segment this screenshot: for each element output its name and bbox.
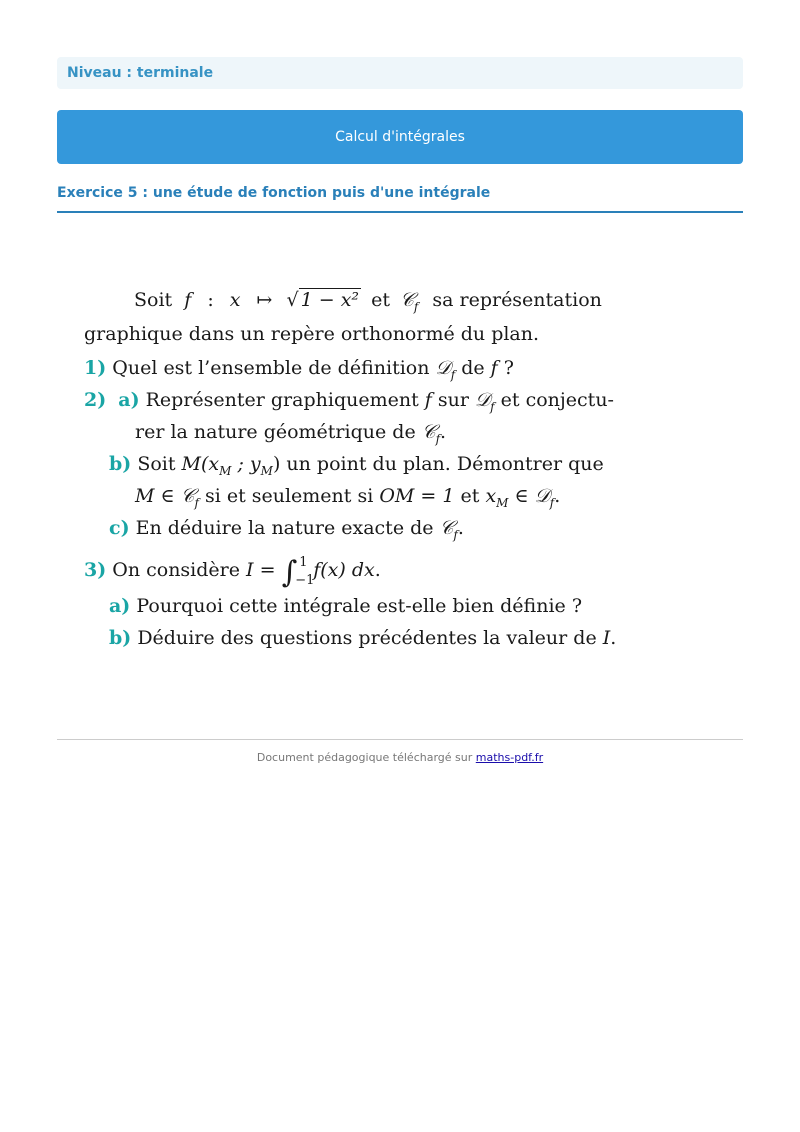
q2b-line2a: M ∈ 𝒞 [135, 485, 195, 507]
q3-integrand: f(x) dx [313, 559, 375, 581]
q3a-text: Pourquoi cette intégrale est-elle bien définie ? [136, 595, 583, 617]
q2b-in-sub: f [549, 495, 555, 510]
question-2a [84, 384, 614, 416]
question-1 [84, 352, 514, 384]
q2b-line2b: si et seulement si [204, 485, 374, 507]
title-banner [57, 110, 743, 164]
q3-upper-bound: 1 [299, 555, 308, 570]
q3-eq: = [259, 559, 276, 581]
question-3 [84, 554, 381, 590]
q2b-sep: ; y [231, 453, 261, 475]
q1-df-sub: f [450, 367, 456, 382]
q2a-text1: Représenter graphiquement [145, 389, 419, 411]
q3-I: I [246, 559, 254, 581]
q2a-end: . [440, 421, 447, 443]
page-title: Calcul d'intégrales [335, 129, 465, 145]
q1-df: 𝒟 [435, 357, 451, 379]
question-2b [109, 448, 604, 480]
q2b-xm: x [485, 485, 497, 507]
q2a-text3: et conjectu- [500, 389, 614, 411]
q2a-df: 𝒟 [475, 389, 491, 411]
q2c-cf-sub: f [453, 527, 458, 542]
intro-et: et [371, 289, 390, 311]
q1-text-a: Quel est l’ensemble de définition [112, 357, 430, 379]
q2a-label: a) [118, 389, 140, 411]
level-banner [57, 57, 743, 89]
q2b-text2: un point du plan. Démontrer que [286, 453, 604, 475]
q3-text: On considère [112, 559, 240, 581]
intro-line-1: Soit f : x ↦ √ 1 − x² et 𝒞$_f$ sa représentation [134, 289, 602, 314]
question-3a [109, 590, 582, 622]
q2a-cf-sub: f [435, 431, 441, 446]
footer-text: Document pédagogique téléchargé sur [256, 751, 473, 764]
q3-integral-sign: ∫ [281, 555, 298, 590]
footer-link[interactable]: maths-pdf.fr [475, 751, 544, 764]
q2c-end: . [457, 517, 464, 539]
q3b-I: I [602, 627, 611, 649]
q2b-om: OM = 1 [379, 485, 455, 507]
q1-number: 1) [84, 357, 107, 379]
q3b-end: . [610, 627, 617, 649]
intro-cf: 𝒞 [400, 289, 414, 311]
question-3b [109, 622, 616, 654]
footer-divider [57, 739, 743, 740]
q2b-line2a-sub: f [194, 495, 199, 510]
q2a-text2: sur [437, 389, 469, 411]
q2b-label: b) [109, 453, 132, 475]
question-2c [109, 512, 464, 544]
q2b-text1: Soit [137, 453, 176, 475]
intro-colon: : [207, 289, 214, 311]
q2b-xm-sub: M [219, 463, 232, 478]
q2b-end: . [554, 485, 561, 507]
intro-sqrt-body: 1 − x² [300, 289, 360, 311]
q2b-et: et [460, 485, 480, 507]
q2c-text: En déduire la nature exacte de [135, 517, 434, 539]
q2c-label: c) [109, 517, 130, 539]
intro-rest: sa représentation [432, 289, 602, 311]
q2c-cf: 𝒞 [439, 517, 454, 539]
q2a-df-sub: f [490, 399, 495, 414]
intro-cf-sub: f [413, 299, 419, 314]
q2-number: 2) [84, 389, 107, 411]
q3b-text: Déduire des questions précédentes la valeur de [137, 627, 597, 649]
question-2a-line2 [135, 416, 446, 448]
intro-soit: Soit [134, 289, 173, 311]
q3a-label: a) [109, 595, 131, 617]
question-2b-line2 [135, 480, 560, 512]
q3-end: . [374, 559, 381, 581]
q3b-label: b) [109, 627, 132, 649]
q2a-f: f [424, 389, 432, 411]
q1-f: f [490, 357, 498, 379]
q2b-xm2-sub: M [496, 495, 509, 510]
intro-mapsto: ↦ [256, 289, 273, 311]
level-label: Niveau : terminale [67, 65, 214, 81]
intro-f: f [184, 289, 192, 311]
q3-number: 3) [84, 559, 107, 581]
q2b-ym-sub: M [260, 463, 273, 478]
q1-text-b: de [461, 357, 485, 379]
q2a-line2: rer la nature géométrique de [135, 421, 416, 443]
footer [57, 751, 743, 764]
q2b-point: M(x [181, 453, 220, 475]
q2b-close: ) [272, 453, 281, 475]
q3-lower-bound: −1 [295, 573, 315, 588]
q1-text-c: ? [503, 357, 514, 379]
exercise-heading: Exercice 5 : une étude de fonction puis d'une intégrale [57, 185, 743, 213]
intro-line-2: graphique dans un repère orthonormé du plan. [84, 323, 540, 345]
q2a-cf: 𝒞 [421, 421, 436, 443]
q2b-in: ∈ 𝒟 [514, 485, 550, 507]
intro-x: x [229, 289, 241, 311]
